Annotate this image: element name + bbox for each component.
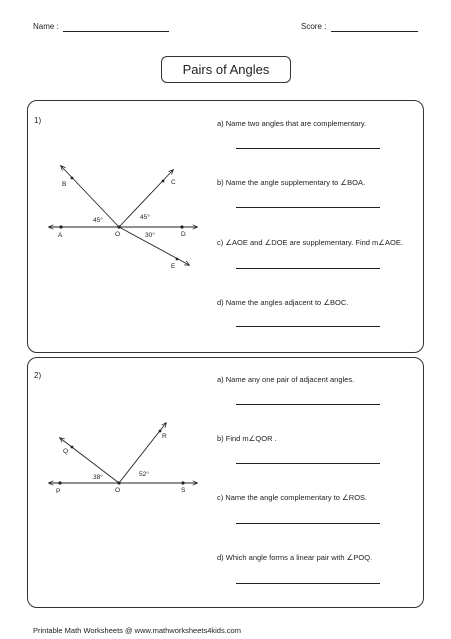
point-A-dot bbox=[59, 225, 62, 228]
problem-2-panel bbox=[27, 357, 424, 608]
point-C-dot bbox=[162, 180, 165, 183]
problem-1-answer-b[interactable] bbox=[236, 207, 380, 208]
label-B: B bbox=[62, 181, 67, 188]
problem-1-question-d: d) Name the angles adjacent to ∠BOC. bbox=[217, 298, 349, 307]
name-label: Name : bbox=[33, 22, 59, 31]
angle-label-AOB: 45° bbox=[93, 217, 103, 224]
angle-label-DOE: 30° bbox=[145, 232, 155, 239]
problem-2-answer-b[interactable] bbox=[236, 463, 380, 464]
problem-2-question-a: a) Name any one pair of adjacent angles. bbox=[217, 375, 355, 384]
label-O: O bbox=[115, 231, 121, 238]
label-A: A bbox=[58, 232, 63, 239]
label-O2: O bbox=[115, 487, 121, 494]
problem-2-question-d: d) Which angle forms a linear pair with ∠POQ. bbox=[217, 553, 373, 562]
problem-2-question-b: b) Find m∠QOR . bbox=[217, 434, 277, 443]
problem-2-answer-c[interactable] bbox=[236, 523, 380, 524]
footer-credit: Printable Math Worksheets @ www.mathworksheets4kids.com bbox=[33, 626, 241, 635]
point-E-dot bbox=[176, 258, 179, 261]
problem-1-question-b: b) Name the angle supplementary to ∠BOA. bbox=[217, 178, 366, 187]
problem-1-question-c: c) ∠AOE and ∠DOE are supplementary. Find m∠AOE. bbox=[217, 238, 403, 247]
problem-1-answer-c[interactable] bbox=[236, 268, 380, 269]
problem-1-answer-a[interactable] bbox=[236, 148, 380, 149]
score-label: Score : bbox=[301, 22, 327, 31]
point-D-dot bbox=[180, 225, 183, 228]
label-C: C bbox=[171, 179, 176, 186]
label-D: D bbox=[181, 231, 186, 238]
angle-label-COD: 45° bbox=[140, 214, 150, 221]
label-R: R bbox=[162, 433, 167, 440]
label-E: E bbox=[171, 263, 176, 270]
angle-label-POQ: 38° bbox=[93, 474, 103, 481]
worksheet-title: Pairs of Angles bbox=[161, 56, 291, 83]
label-Q: Q bbox=[63, 448, 69, 455]
ray-OB bbox=[61, 166, 119, 227]
problem-1-answer-d[interactable] bbox=[236, 326, 380, 327]
label-P: P bbox=[56, 488, 61, 495]
angle-label-ROS: 52° bbox=[139, 471, 149, 478]
problem-2-answer-d[interactable] bbox=[236, 583, 380, 584]
point-O-dot bbox=[117, 225, 120, 228]
problem-1-number: 1) bbox=[34, 116, 42, 125]
problem-2-number: 2) bbox=[34, 371, 42, 380]
point-B-dot bbox=[71, 177, 74, 180]
problem-1-question-a: a) Name two angles that are complementary. bbox=[217, 119, 367, 128]
problem-2-answer-a[interactable] bbox=[236, 404, 380, 405]
problem-2-question-c: c) Name the angle complementary to ∠ROS. bbox=[217, 493, 368, 502]
label-S: S bbox=[181, 487, 186, 494]
